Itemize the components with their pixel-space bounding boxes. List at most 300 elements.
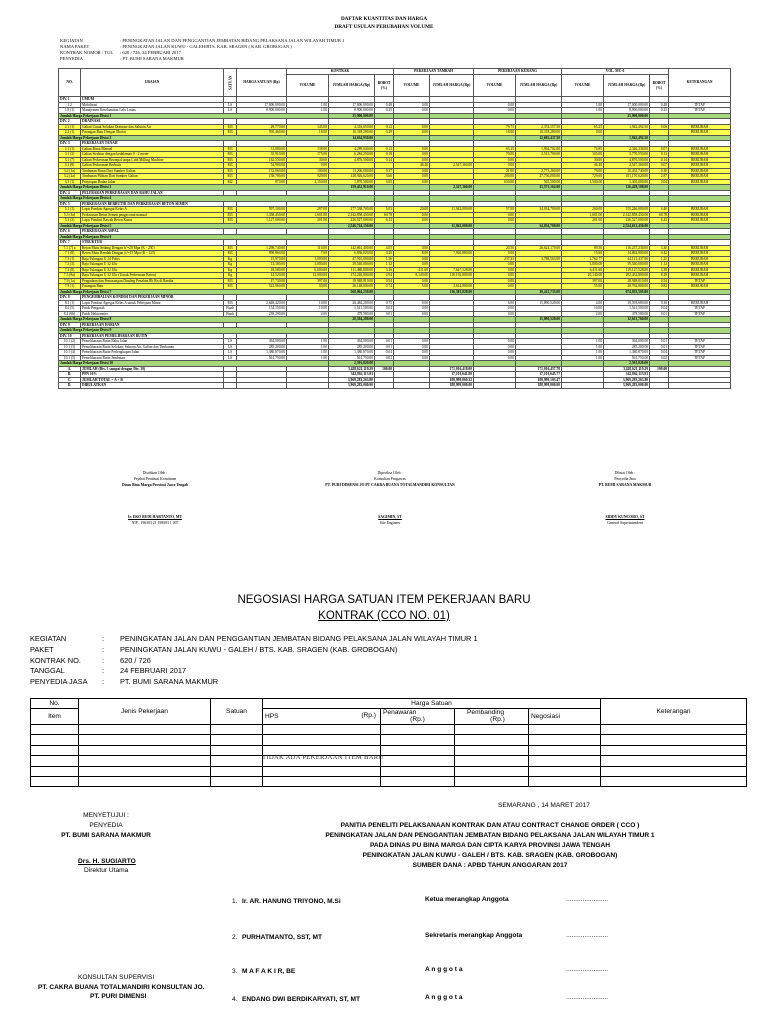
cell-j4: 10,432,740.00: [604, 168, 650, 174]
cell-ket: BERUBAH: [669, 256, 731, 262]
nego-cell: [601, 735, 747, 745]
cell-j1: 568,064,230.00: [329, 289, 375, 295]
cell-v1: 1.00: [287, 355, 329, 361]
cell-h: 990,860.00: [237, 251, 287, 257]
cell-j4: 2,591,820.00: [604, 361, 650, 367]
cell-ket: BERUBAH: [669, 207, 731, 213]
cell-b4: 0.06: [650, 124, 669, 130]
cell-v1: 12,000.00: [287, 273, 329, 279]
nego-info-value: PENINGKATAN JALAN DAN PENGGANTIAN JEMBATAN BIDANG PELAKSANA JALAN WILAYAH TIMUR 1: [120, 634, 478, 643]
cell-j4: 292,432,800.00: [604, 273, 650, 279]
cell-v3: 0.00: [474, 350, 516, 356]
col-bobot: BOBOT (%): [375, 75, 394, 97]
cell-b4: 8.29: [650, 273, 669, 279]
cell-v2: 20.00: [394, 207, 430, 213]
cell-u: Pasangan Batu Dengan Mortar: [81, 130, 224, 136]
cell-ket: BERUBAH: [669, 130, 731, 136]
cell-v2: 0.00: [394, 355, 430, 361]
nego-info-colon: :: [102, 644, 105, 654]
cell-j4: 25,900,000.00: [604, 113, 650, 119]
cell-u: JUMLAH TOTAL = A + B: [81, 377, 224, 383]
cell-j3: 27,756,000.00: [516, 174, 562, 180]
cell-v2: 0.00: [394, 102, 430, 108]
cell-v4: 3,000.00: [562, 262, 604, 268]
cell-j4: 14,862,900.00: [604, 251, 650, 257]
cell-j1: 4,876,500.00: [329, 157, 375, 163]
subtotal-label: Jumlah Harga Pekerjaan Divisi 6: [59, 234, 329, 240]
cell-ket: TETAP: [669, 355, 731, 361]
sign-org: Dinas Bina Marga Provinsi Jawa Tengah: [121, 483, 189, 487]
cell-v2: 0.00: [394, 278, 430, 284]
cell-v1: 2.00: [287, 311, 329, 317]
cell-u: PERKERASAN BERBUTIR DAN PERKERASAN BETON SEMEN: [81, 201, 224, 207]
cell-v2: 0.00: [394, 168, 430, 174]
cell-v1: 1.00: [287, 344, 329, 350]
cell-no: 3.2 (1a): [59, 168, 81, 174]
cell-s: M3: [224, 278, 237, 284]
cell-no: DIV. 10: [59, 333, 81, 339]
cell-no: DIV. 3: [59, 141, 81, 147]
cell-ket: BERUBAH: [669, 146, 731, 152]
cell-j1: 342,862,113.93: [329, 372, 375, 378]
cell-ket: BERUBAH: [669, 174, 731, 180]
nego-cell: [529, 756, 601, 766]
nego-info-colon: :: [102, 655, 105, 665]
cell-b4: 1.25: [650, 256, 669, 262]
cell-v4: [562, 383, 604, 389]
nego-cell: [529, 745, 601, 755]
cell-s: [224, 383, 237, 389]
col-satuan: SATUAN: [224, 69, 237, 97]
cell-u: Perkerasan Beton Semen pengecoran manual: [81, 212, 224, 218]
nego-subtitle: KONTRAK (CCO NO. 01): [318, 610, 450, 622]
cell-s: LS: [224, 355, 237, 361]
nego-col-hps: [263, 709, 381, 725]
cell-v1: 1,601.00: [287, 212, 329, 218]
director-title: Direktur Utama: [84, 867, 129, 874]
cell-ket: BERUBAH: [669, 168, 731, 174]
cell-j4: 18,948,810.00: [604, 278, 650, 284]
nego-cell: [381, 725, 455, 735]
cell-v4: 65.25: [562, 124, 604, 130]
cell-j4: 2,142,858,450.00: [604, 212, 650, 218]
cell-no: 7.1 (8): [59, 251, 81, 257]
subtotal-label: Jumlah Harga Pekerjaan Divisi 3: [59, 185, 329, 191]
pembanding-rp: (Rp.): [490, 715, 505, 723]
cell-j3: 15,890,520.00: [516, 300, 562, 306]
cell-v1: 138.00: [287, 146, 329, 152]
nego-info-colon: :: [102, 634, 105, 643]
cell-v3: 0.00: [474, 157, 516, 163]
cell-v1: 50.00: [287, 284, 329, 290]
cell-v2: 0.00: [394, 262, 430, 268]
col-tambah: PEKERJAAN TAMBAH: [394, 69, 474, 75]
cell-v2: 0.00: [394, 157, 430, 163]
cell-j3: 35,571,162.00: [516, 185, 562, 191]
cell-b4: 0.30: [650, 168, 669, 174]
cell-u: Lapis Pondasi Bawah Beton Kurus: [81, 218, 224, 224]
nego-cell: [211, 766, 263, 776]
cell-no: 7.3 (8): [59, 267, 81, 273]
cell-u: Galian Untuk Selokan Drainase dan Saluran Air: [81, 124, 224, 130]
signature-block: [560, 470, 690, 526]
nego-col-jenis: Jenis Pekerjaan: [79, 699, 211, 725]
cell-v3: 0.00: [474, 284, 516, 290]
col-jumlah: JUMLAH HARGA (Rp): [604, 75, 650, 97]
cell-j2: 2,547,360.00: [430, 185, 474, 191]
cell-ket: TETAP: [669, 339, 731, 345]
cell-v3: 0.00: [474, 339, 516, 345]
cell-v4: 201.00: [562, 218, 604, 224]
cell-v3: 6.00: [474, 300, 516, 306]
cell-h: 1,298,740.00: [237, 245, 287, 251]
cell-j2: 2,547,360.00: [430, 163, 474, 169]
cell-b4: 6.43: [650, 218, 669, 224]
cell-u: Pemeliharaan Rutin Selokan, Saluran Air, Galian dan Timbunan: [81, 344, 224, 350]
signer-name: SIDDY KUNCORO, ST: [605, 515, 645, 519]
member-role: A n g g o t a: [425, 966, 463, 973]
cell-j1: 478,580.00: [329, 311, 375, 317]
nego-cell: [381, 756, 455, 766]
konsultan-company: PT. CAKRA BUANA TOTALMANDIRI KONSULTAN JO.: [38, 984, 205, 991]
nego-info-colon: :: [102, 677, 105, 687]
nego-cell: [529, 735, 601, 745]
cell-s: LS: [224, 102, 237, 108]
nego-cell: [601, 756, 747, 766]
cell-h: 29,770.00: [237, 124, 287, 130]
nego-cell: [455, 735, 529, 745]
cell-h: 1,338,450.00: [237, 212, 287, 218]
cell-b4: 0.54: [650, 278, 669, 284]
cell-s: M3: [224, 218, 237, 224]
cell-b4: 0.04: [650, 179, 669, 185]
cell-v4: 4.00: [562, 300, 604, 306]
cell-j4: 155,246,000.00: [604, 207, 650, 213]
nego-info-value: 24 FEBRUARI 2017: [120, 666, 187, 676]
cell-b1: 0.75: [375, 300, 394, 306]
cell-b1: 0.74: [375, 284, 394, 290]
cell-no: DIV. 4: [59, 190, 81, 196]
cell-j4: 364,000.00: [604, 339, 650, 345]
cell-ket: TETAP: [669, 102, 731, 108]
sign-role-line: Konsultan Pengawas: [374, 477, 406, 481]
cell-j1: 285,200.00: [329, 344, 375, 350]
cell-b4: 4.40: [650, 207, 669, 213]
nego-cell: [455, 776, 529, 786]
cell-j1: 28,504,280.00: [329, 317, 375, 323]
cell-h: 239,290.00: [237, 311, 287, 317]
cell-j2: 11,942,000.00: [430, 207, 474, 213]
cell-no: 5.1 (1): [59, 207, 81, 213]
cell-s: LS: [224, 344, 237, 350]
empty-note: TIDAK ADA PEKERJAAN ITEM BARU: [262, 754, 384, 761]
col-jumlah: JUMLAH HARGA (Rp): [329, 75, 375, 97]
nego-cell: [601, 745, 747, 755]
cell-no: DIV. 9: [59, 322, 81, 328]
cell-no: 7.1 (7) a: [59, 245, 81, 251]
col-bobot: BOBOT (%): [650, 75, 669, 97]
cell-no: 3.1 (3): [59, 152, 81, 158]
cell-v4: 6,411.60: [562, 267, 604, 273]
cell-v2: 0.00: [394, 146, 430, 152]
cell-ket: BERUBAH: [669, 124, 731, 130]
cell-u: Mobilisasi: [81, 102, 224, 108]
cell-b1: 0.04: [375, 350, 394, 356]
nego-info-label: TANGGAL: [30, 666, 65, 676]
cell-j4: 39,540,000.00: [604, 262, 650, 268]
cell-b1: 4.05: [375, 245, 394, 251]
cell-v2: [394, 383, 430, 389]
nego-cell: [79, 766, 211, 776]
cell-no: 10.1 (4): [59, 350, 81, 356]
cell-u: Galian Perkerasan Berbutir: [81, 163, 224, 169]
cell-j4: 2,547,360.00: [604, 163, 650, 169]
cell-s: Kg: [224, 262, 237, 268]
cell-v3: 0.00: [474, 262, 516, 268]
cell-v3: 0.00: [474, 344, 516, 350]
cell-v2: 0.00: [394, 179, 430, 185]
cell-u: Beton Mutu Sedang Dengan fc'=20 Mpa (K - 250): [81, 245, 224, 251]
nego-cell: [455, 745, 529, 755]
subtotal-label: Jumlah Harga Pekerjaan Divisi 8: [59, 317, 329, 323]
cell-no: DIV. 1: [59, 97, 81, 103]
nego-cell: [79, 745, 211, 755]
cell-v4: 1,500.00: [562, 179, 604, 185]
cell-u: PELEBARAN PERKERASAN DAN BAHU JALAN: [81, 190, 224, 196]
nego-col-item: Item: [31, 709, 79, 725]
cell-v2: 8.00: [394, 251, 430, 257]
sign-role-line: Pejabat Pembuat Komitmen: [133, 477, 177, 481]
cell-b4: 60.78: [650, 212, 669, 218]
cell-h: 31,080.00: [237, 146, 287, 152]
subtotal-label: Jumlah Harga Pekerjaan Divisi 4: [59, 196, 329, 202]
cell-j4: 44,121,437.00: [604, 256, 650, 262]
col-jumlah: JUMLAH HARGA (Rp): [516, 75, 562, 97]
cell-v1: 1.00: [287, 102, 329, 108]
cell-h: 132,060.00: [237, 168, 287, 174]
nego-cell: [211, 756, 263, 766]
signer-id: Site Engineer: [379, 521, 401, 525]
cell-h: 597,100.00: [237, 207, 287, 213]
cell-j3: 565,500.00: [516, 179, 562, 185]
cell-s: M3: [224, 168, 237, 174]
cell-v3: 70.00: [474, 152, 516, 158]
cell-no: D.: [59, 383, 81, 389]
cell-b4: 0.04: [650, 306, 669, 312]
cell-v2: 0.00: [394, 344, 430, 350]
cell-v4: 46.40: [562, 163, 604, 169]
cell-j4: 17,000,000.00: [604, 102, 650, 108]
cell-j3: 10,318,280.00: [516, 130, 562, 136]
cell-j4: 8,900,000.00: [604, 108, 650, 114]
cell-j1: 111,480,000.00: [329, 267, 375, 273]
cell-v2: 0.00: [394, 245, 430, 251]
cell-ket: TETAP: [669, 278, 731, 284]
cell-v4: 74.85: [562, 146, 604, 152]
cell-v1: 18.00: [287, 130, 329, 136]
cell-no: C.: [59, 377, 81, 383]
col-no: NO.: [59, 69, 81, 97]
cell-s: M3: [224, 207, 237, 213]
col-harga: HARGA SATUAN (Rp): [237, 69, 287, 97]
cell-v3: 57.00: [474, 207, 516, 213]
cell-u: Pemeliharaan Rutin Perlengkapan Jalan: [81, 350, 224, 356]
cell-ket: [669, 383, 731, 389]
cell-v3: [474, 383, 516, 389]
col-kurang: PEKERJAAN KURANG: [474, 69, 562, 75]
cell-j1: 4,316,650.00: [329, 124, 375, 130]
pembanding-label: Pembanding: [467, 709, 505, 716]
total-row: [59, 383, 731, 389]
cell-j3: 171,016,457.78: [516, 366, 562, 372]
cell-j1: 2,142,858,450.00: [329, 212, 375, 218]
cell-j4: 101,170,620.00: [604, 174, 650, 180]
subtotal-label: Jumlah Harga Pekerjaan Divisi 1: [59, 113, 329, 119]
cell-ket: BERUBAH: [669, 284, 731, 290]
cell-v4: 79.00: [562, 168, 604, 174]
boq-info-value: : PENINGKATAN JALAN KUWU - GALEH/BTS. KAB. SRAGEN ( KAB. GROBOGAN ): [120, 44, 292, 49]
negotiation-sheet: [0, 586, 768, 1024]
cell-ket: BERUBAH: [669, 245, 731, 251]
nego-cell: [79, 735, 211, 745]
nego-col-pembanding: [455, 709, 529, 725]
cell-no: 8.4 (5): [59, 306, 81, 312]
cell-s: M3: [224, 146, 237, 152]
cell-b1: [375, 383, 394, 389]
cell-u: PPN 10%: [81, 372, 224, 378]
cell-b1: 0.29: [375, 130, 394, 136]
cell-b1: 0.37: [375, 168, 394, 174]
cell-j4: 226,527,000.00: [604, 218, 650, 224]
cell-v4: 1.00: [562, 102, 604, 108]
cell-b1: 4.94: [375, 273, 394, 279]
cell-b4: 0.01: [650, 339, 669, 345]
cell-j1: 47,910,000.00: [329, 256, 375, 262]
cell-u: Pemeliharaan Rutin Jembatan: [81, 355, 224, 361]
nego-cell: [529, 776, 601, 786]
boq-info-label: KEGIATAN: [60, 38, 83, 43]
cell-v4: 1.00: [562, 350, 604, 356]
cell-b1: 60.78: [375, 212, 394, 218]
sign-role-line: Penyedia Jasa: [614, 477, 636, 481]
boq-title: DAFTAR KUANTITAS DAN HARGA: [340, 16, 428, 22]
cell-h: 162,550.00: [237, 157, 287, 163]
cell-no: DIV. 7: [59, 240, 81, 246]
cell-u: DRAINASE: [81, 119, 224, 125]
signature-block: [300, 470, 480, 526]
konsultan-company-2: PT. PURI DIMENSI: [90, 993, 147, 1000]
cell-h: 18,580.00: [237, 267, 287, 273]
cell-no: 10.1 (5): [59, 355, 81, 361]
cell-v3: 0.00: [474, 311, 516, 317]
cell-v1: 929.00: [287, 174, 329, 180]
cell-j1: 26,148,000.00: [329, 284, 375, 290]
nego-cell: [455, 725, 529, 735]
cell-j3: 17,101,645.77: [516, 372, 562, 378]
cell-j4: 3,770,550.00: [604, 152, 650, 158]
cell-j2: 7,926,880.00: [430, 251, 474, 257]
cell-u: Beton Mutu Rendah Dengan fc'=15 Mpa (K - 125): [81, 251, 224, 257]
panitia-line: PENINGKATAN JALAN KUWU - GALEH / BTS. KAB. SRAGEN (KAB. GROBOGAN): [362, 852, 618, 859]
cell-v1: 297.00: [287, 207, 329, 213]
cell-u: Baja Tulangan U 32 Ulir: [81, 262, 224, 268]
member-role: Sekretaris merangkap Anggota: [425, 932, 523, 939]
cell-ket: BERUBAH: [669, 251, 731, 257]
cell-j2: 171,016,418.00: [430, 366, 474, 372]
member-sign-line: .......................: [566, 966, 609, 973]
cell-no: 3.1 (1): [59, 146, 81, 152]
cell-j4: 3,428,621,119.29: [604, 366, 650, 372]
cell-j1: 14,634,930.00: [329, 135, 375, 141]
cell-b1: 6.43: [375, 218, 394, 224]
cell-h: 870.00: [237, 179, 287, 185]
cell-s: M2: [224, 179, 237, 185]
cell-u: PEKERJAAN HARIAN: [81, 322, 224, 328]
boq-info-label: PENYEDIA: [60, 56, 83, 61]
cell-h: 17,000,000.00: [237, 102, 287, 108]
nego-cell: [381, 766, 455, 776]
cell-u: Pasangan Batu: [81, 284, 224, 290]
cell-no: 7.9 (1a): [59, 278, 81, 284]
subtotal-label: Jumlah Harga Pekerjaan Divisi 7: [59, 289, 329, 295]
cell-v2: 0.00: [394, 124, 430, 130]
cell-v2: 0.00: [394, 218, 430, 224]
cell-s: M3: [224, 284, 237, 290]
cell-b4: 0.07: [650, 146, 669, 152]
cell-v1: 10.00: [287, 306, 329, 312]
cell-ket: BERUBAH: [669, 163, 731, 169]
cell-h: 522,960.00: [237, 284, 287, 290]
cell-v2: 0.00: [394, 256, 430, 262]
cell-v4: 105.00: [562, 152, 604, 158]
cell-j4: 478,580.00: [604, 311, 650, 317]
cell-j2: 2,614,800.00: [430, 284, 474, 290]
cell-s: M3: [224, 124, 237, 130]
cell-h: 1,127,000.00: [237, 218, 287, 224]
cell-b1: 0.14: [375, 157, 394, 163]
col-volume: VOLUME: [394, 75, 430, 97]
cell-b1: 0.05: [375, 179, 394, 185]
col-volume: VOLUME: [562, 75, 604, 97]
cell-s: Buah: [224, 311, 237, 317]
cell-v4: 1.00: [562, 339, 604, 345]
cell-v1: 0.00: [287, 163, 329, 169]
cell-u: STRUKTUR: [81, 240, 224, 246]
cell-s: LS: [224, 339, 237, 345]
cell-b1: 0.48: [375, 102, 394, 108]
cell-u: UMUM: [81, 97, 224, 103]
cell-ket: BERUBAH: [669, 152, 731, 158]
nego-cell: [211, 745, 263, 755]
col-uraian: URAIAN: [81, 69, 224, 97]
cell-u: Lapis Pondasi Agregat Kelas A: [81, 207, 224, 213]
cell-b4: 2.87: [650, 174, 669, 180]
hps-rp: (Rp.): [361, 712, 376, 719]
cell-u: Patok Hektometer: [81, 311, 224, 317]
cell-v3: 20.50: [474, 245, 516, 251]
cell-j1: 364,000.00: [329, 339, 375, 345]
subtotal-label: Jumlah Harga Pekerjaan Divisi 5: [59, 223, 329, 229]
cell-j3: 34,034,700.00: [516, 223, 562, 229]
cell-no: 7.3 (8a): [59, 273, 81, 279]
cell-v1: 1.00: [287, 339, 329, 345]
cell-j3: 2,773,260.00: [516, 168, 562, 174]
cell-no: 3.2 (2a): [59, 174, 81, 180]
konsultan-label: KONSULTAN SUPERVISI: [78, 974, 155, 981]
cell-u: Galian Perkerasan Beraspal tanpa Cold Milling Machine: [81, 157, 224, 163]
cell-s: LS: [224, 108, 237, 114]
cell-v1: 1.00: [287, 108, 329, 114]
